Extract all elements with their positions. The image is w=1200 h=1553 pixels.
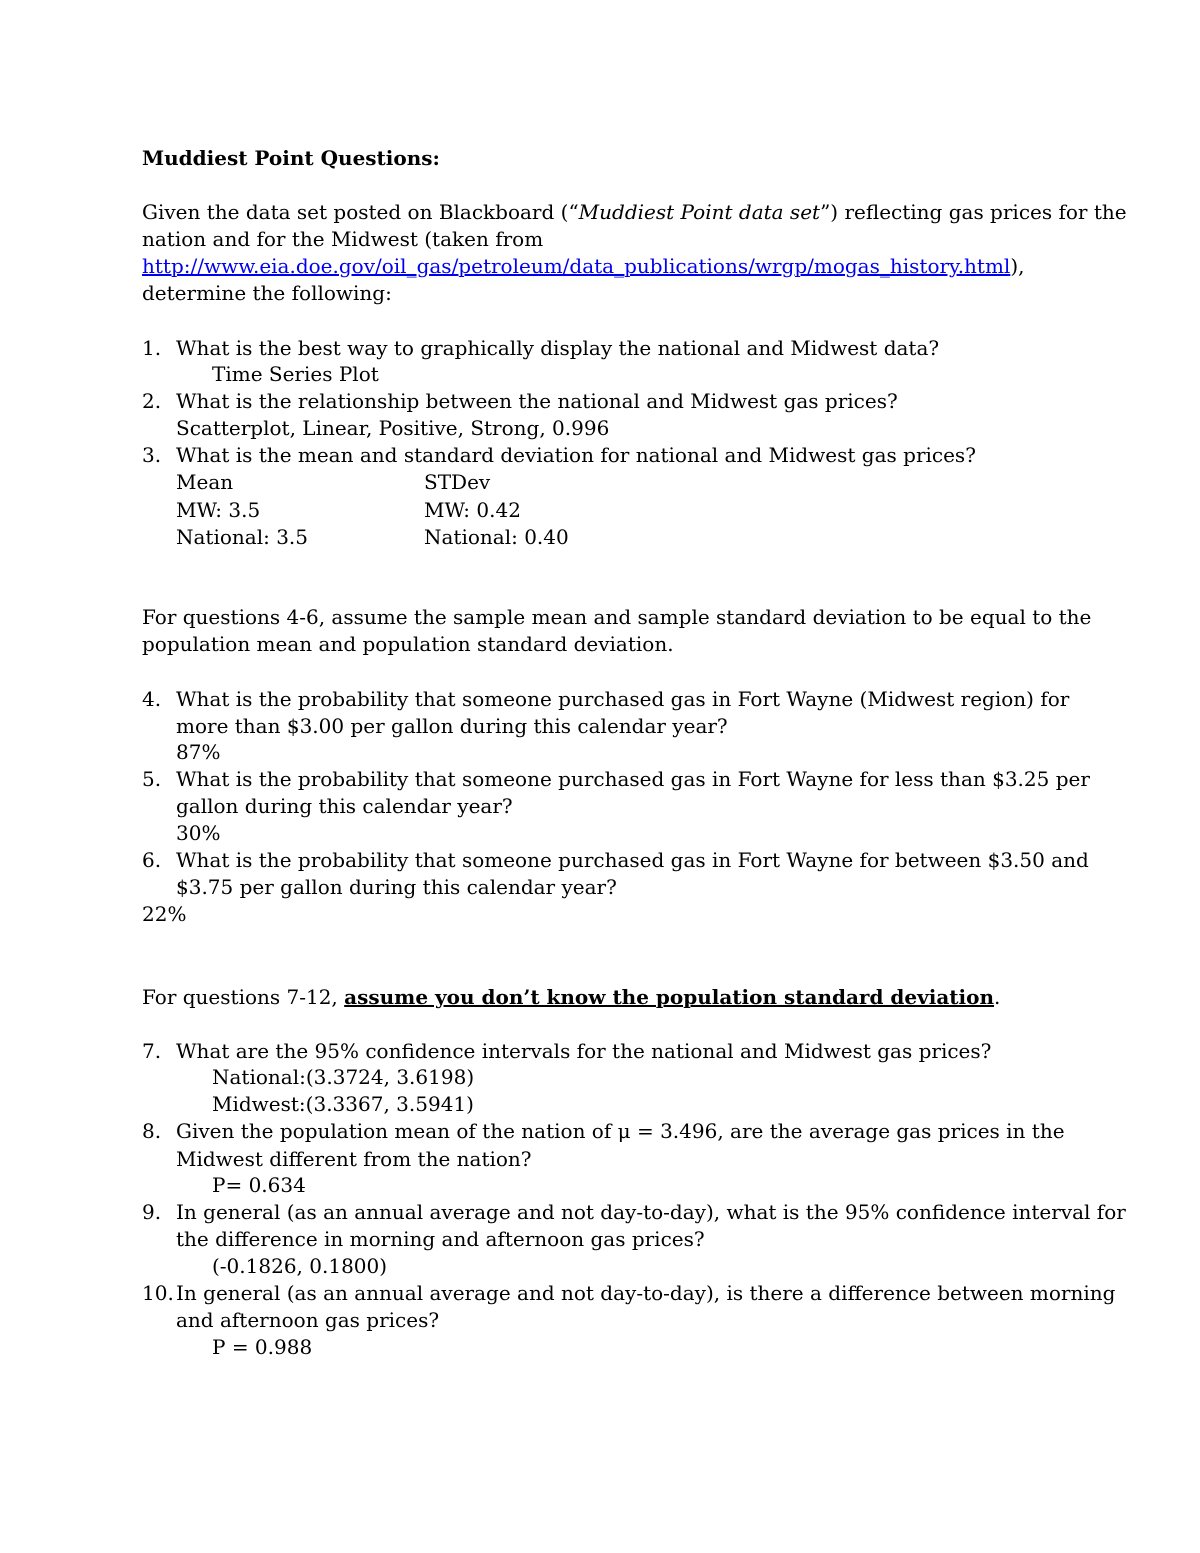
mw-stdev: MW: 0.42 (424, 498, 521, 522)
intro-line-4: determine the following: (142, 281, 392, 305)
question-10-line-2: and afternoon gas prices? (176, 1308, 440, 1332)
note-2 (142, 984, 1000, 1010)
question-7-midwest: Midwest:(3.3367, 3.5941) (212, 1092, 474, 1116)
intro-line-3 (142, 253, 1025, 279)
note-1-line-1: For questions 4-6, assume the sample mean and sample standard deviation to be equal to the (142, 605, 1092, 629)
question-4-line-1: What is the probability that someone purchased gas in Fort Wayne (Midwest region) for (176, 687, 1070, 711)
question-6-line-1: What is the probability that someone purchased gas in Fort Wayne for between $3.50 and (176, 848, 1089, 872)
question-5-line-2: gallon during this calendar year? (176, 794, 513, 818)
question-number: 7. (142, 1039, 162, 1063)
question-number: 3. (142, 443, 162, 467)
question-4-answer: 87% (176, 740, 221, 764)
stdev-header: STDev (424, 470, 491, 494)
mean-header: Mean (176, 470, 234, 494)
question-10-line-1: In general (as an annual average and not day-to-day), is there a difference between morning (176, 1281, 1116, 1305)
intro-text: ”) reflecting gas prices for the (820, 200, 1127, 224)
question-9-line-2: the difference in morning and afternoon gas prices? (176, 1227, 705, 1251)
question-4-line-2: more than $3.00 per gallon during this calendar year? (176, 714, 728, 738)
note-2-emphasis: assume you don’t know the population standard deviation (344, 985, 995, 1009)
question-6-answer: 22% (142, 902, 187, 926)
question-8-line-1: Given the population mean of the nation of μ = 3.496, are the average gas prices in the (176, 1119, 1065, 1143)
question-number: 6. (142, 848, 162, 872)
question-7-national: National:(3.3724, 3.6198) (212, 1065, 475, 1089)
question-2-answer: Scatterplot, Linear, Positive, Strong, 0.996 (176, 416, 610, 440)
question-10-answer: P = 0.988 (212, 1335, 313, 1359)
document-title: Muddiest Point Questions: (142, 146, 440, 170)
national-mean: National: 3.5 (176, 525, 309, 549)
dataset-name: Muddiest Point data set (578, 200, 821, 224)
note-2-suffix: . (994, 985, 1001, 1009)
question-number: 4. (142, 687, 162, 711)
question-number: 10. (142, 1281, 174, 1305)
question-number: 2. (142, 389, 162, 413)
question-number: 9. (142, 1200, 162, 1224)
question-number: 8. (142, 1119, 162, 1143)
question-9-line-1: In general (as an annual average and not day-to-day), what is the 95% confidence interval for (176, 1200, 1126, 1224)
question-8-line-2: Midwest different from the nation? (176, 1147, 532, 1171)
note-1-line-2: population mean and population standard deviation. (142, 632, 674, 656)
note-2-prefix: For questions 7-12, (142, 985, 345, 1009)
question-9-answer: (-0.1826, 0.1800) (212, 1254, 388, 1278)
intro-line-1 (142, 199, 1127, 225)
question-7-text: What are the 95% confidence intervals for the national and Midwest gas prices? (176, 1039, 992, 1063)
question-1-text: What is the best way to graphically display the national and Midwest data? (176, 336, 940, 360)
national-stdev: National: 0.40 (424, 525, 569, 549)
intro-text: Given the data set posted on Blackboard (“ (142, 200, 579, 224)
source-link[interactable]: http://www.eia.doe.gov/oil_gas/petroleum/data_publications/wrgp/mogas_history.html (142, 254, 1011, 278)
question-5-answer: 30% (176, 821, 221, 845)
question-number: 5. (142, 767, 162, 791)
question-number: 1. (142, 336, 162, 360)
question-6-line-2: $3.75 per gallon during this calendar year? (176, 875, 617, 899)
question-1-answer: Time Series Plot (212, 362, 379, 386)
question-2-text: What is the relationship between the national and Midwest gas prices? (176, 389, 898, 413)
mw-mean: MW: 3.5 (176, 498, 261, 522)
intro-line-2: nation and for the Midwest (taken from (142, 227, 544, 251)
question-8-answer: P= 0.634 (212, 1173, 306, 1197)
question-3-text: What is the mean and standard deviation for national and Midwest gas prices? (176, 443, 976, 467)
question-5-line-1: What is the probability that someone purchased gas in Fort Wayne for less than $3.25 per (176, 767, 1090, 791)
intro-text: ), (1010, 254, 1025, 278)
